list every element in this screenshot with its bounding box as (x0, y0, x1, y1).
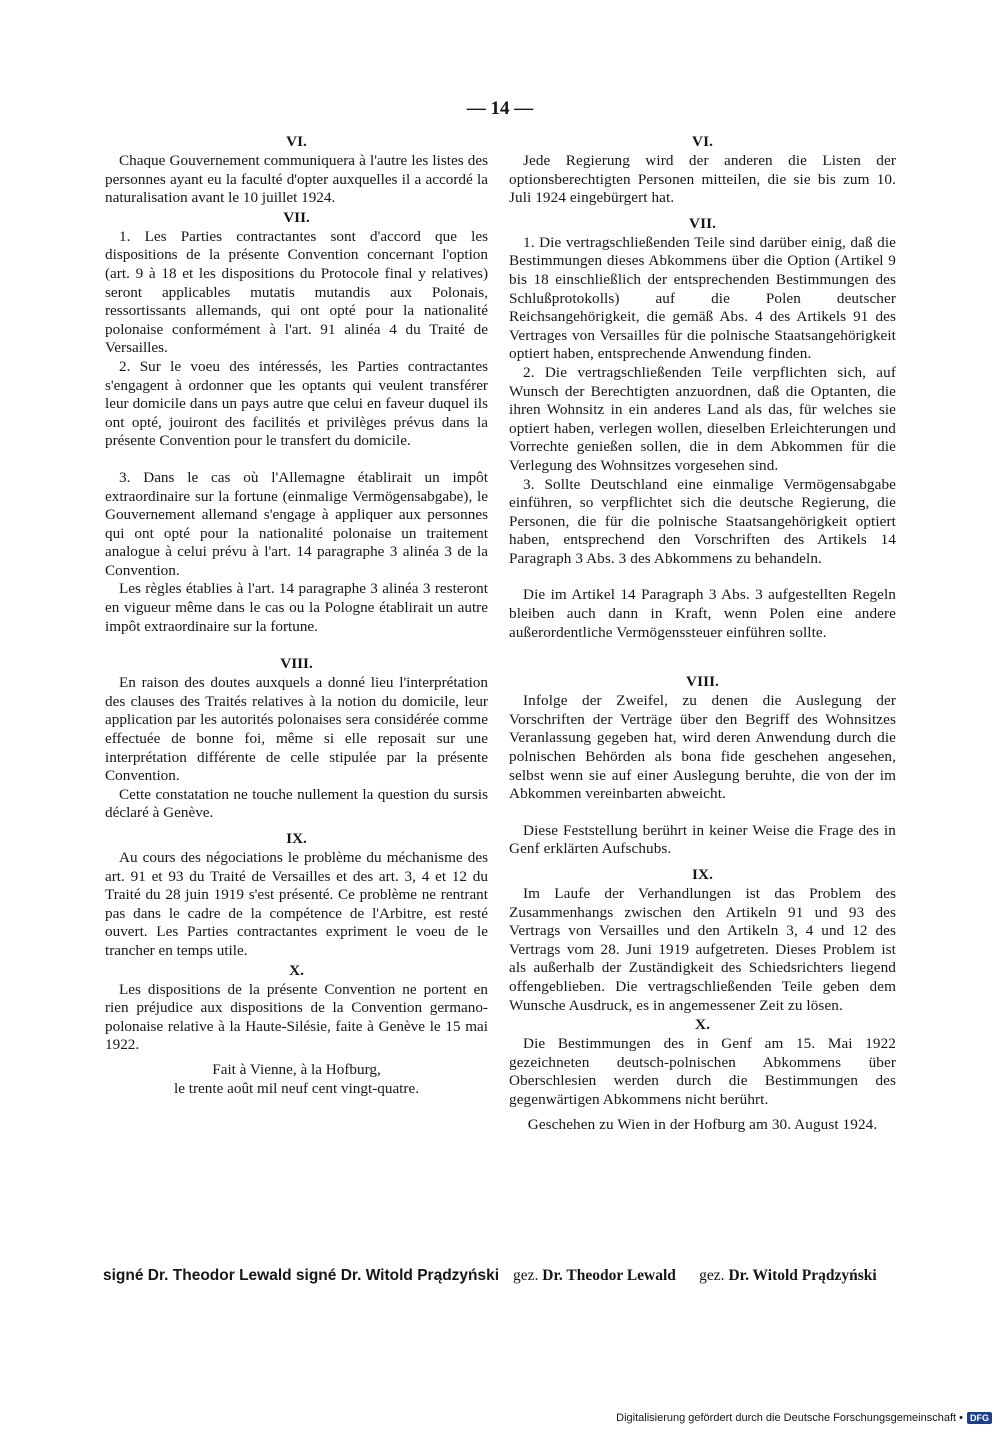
section-heading-ix-fr: IX. (286, 830, 307, 847)
section-vii-para-4-de: Die im Artikel 14 Paragraph 3 Abs. 3 aufgestellten Regeln bleiben auch dann in Kraft, wenn Polen eine andere außerordentliche Vermögenssteuer einführen sollte. (509, 586, 896, 641)
signatures-de (513, 1267, 877, 1285)
sig-prefix-1-de: gez. (513, 1267, 539, 1284)
section-vii-para-1-fr: 1. Les Parties contractantes sont d'accord que les dispositions de la présente Convention concernant l'option (art. 9 à 18 et les dispositions du Protocole final y relatives) seront applicables mutatis mutandis aux Polonais, ressortissants allemands, qui ont opté pour la nationalité polonaise conformément à l'art. 91 alinéa 4 du Traité de Versailles. (105, 227, 488, 357)
signatures-fr: signé Dr. Theodor Lewald signé Dr. Witold Prądzyński (103, 1267, 500, 1284)
section-viii-para-1-de: Infolge der Zweifel, zu denen die Auslegung der Vorschriften der Verträge über den Begriff des Wohnsitzes Veranlassung gegeben hat, wird deren Anwendung durch die polnischen Behörden als bona fide geschehen angesehen, selbst wenn sie auf einer Auslegung beruhte, die von der im Abkommen vereinbarten abweicht. (509, 692, 896, 803)
section-heading-viii-fr: VIII. (280, 655, 313, 673)
section-heading-x-de: X. (695, 1016, 710, 1034)
section-heading-viii-de: VIII. (686, 673, 719, 691)
section-heading-x-fr: X. (289, 961, 304, 979)
sig-name-1-de: Dr. Theodor Lewald (542, 1267, 676, 1284)
french-column (105, 132, 488, 1098)
section-ix-text-fr: Au cours des négociations le problème du méchanisme des art. 91 et 93 du Traité de Versailles et des art. 3, 4 et 12 du Traité du 28 juin 1919 s'est présenté. Ce problème ne rentrant pas dans le cadre de la compétence de l'Arbitre, est resté ouvert. Les Parties contractantes expriment le voeu de le trancher en temps utile. (105, 849, 488, 959)
section-viii-para-2-fr: Cette constatation ne touche nullement la question du sursis déclaré à Genève. (105, 785, 488, 822)
section-heading-vi-de: VI. (692, 133, 713, 150)
section-vii-para-3-de: 3. Sollte Deutschland eine einmalige Vermögensabgabe einführen, so verpflichtet sich die deutsche Regierung, die Personen, die für die polnische Staatsangehörigkeit optiert haben, entsprechend den Vorschriften des Artikels 14 Paragraph 3 Abs. 3 des Abkommens zu behandeln. (509, 475, 896, 567)
section-heading-ix-de: IX. (692, 866, 713, 883)
german-column (509, 132, 896, 1134)
dfg-footer (616, 1412, 992, 1424)
section-ix-text-de: Im Laufe der Verhandlungen ist das Problem des Zusammenhangs zwischen den Artikeln 91 und 93 des Vertrags von Versailles und den Artikeln 3, 4 und 12 des Vertrags vom 28. Juni 1919 aufgetreten. Dieses Problem ist als außerhalb der Zuständigkeit des Schiedsrichters liegend offengeblieben. Die vertragschließenden Teile geben dem Wunsche Ausdruck, es in angemessener Zeit zu lösen. (509, 885, 896, 1014)
section-heading-vii-de: VII. (689, 214, 716, 232)
section-vi-text-fr: Chaque Gouvernement communiquera à l'autre les listes des personnes ayant eu la faculté d'opter auxquelles il a accordé la naturalisation avant le 10 juillet 1924. (105, 152, 488, 207)
section-x-text-de: Die Bestimmungen des in Genf am 15. Mai 1922 gezeichneten deutsch-polnischen Abkommens über Oberschlesien werden durch die Bestimmungen des gegenwärtigen Abkommens nicht berührt. (509, 1035, 896, 1108)
section-vii-para-1-de: 1. Die vertragschließenden Teile sind darüber einig, daß die Bestimmungen dieses Abkommens über die Option (Artikel 9 bis 18 einschließlich der entsprechenden Bestimmungen des Schlußprotokolls) auf die Polen deutscher Reichsangehörigkeit, die gemäß Abs. 4 des Artikels 91 des Vertrages von Versailles für die polnische Staatsangehörigkeit optiert haben, entsprechende Anwendung finden. (509, 233, 896, 363)
section-x-text-fr: Les dispositions de la présente Convention ne portent en rien préjudice aux dispositions de la Convention germano-polonaise relative à la Haute-Silésie, faite à Genève le 15 mai 1922. (105, 980, 488, 1054)
section-viii-para-1-fr: En raison des doutes auxquels a donné lieu l'interprétation des clauses des Traités relatives à la notion du domicile, leur application par les autorités polonaises sera considérée comme effectuée de bonne foi, même si elle reposait sur une interprétation différente de celle stipulée par la présente Convention. (105, 674, 488, 785)
section-heading-vi-fr: VI. (286, 133, 307, 150)
dfg-logo-icon: DFG (967, 1412, 992, 1424)
section-vi-text-de: Jede Regierung wird der anderen die Listen der optionsberechtigten Personen mitteilen, die sie bis zum 10. Juli 1924 eingebürgert hat. (509, 152, 896, 207)
section-viii-para-2-de: Diese Feststellung berührt in keiner Weise die Frage des in Genf erklärten Aufschubs. (509, 821, 896, 858)
closing-de: Geschehen zu Wien in der Hofburg am 30. August 1924. (527, 1115, 878, 1133)
section-vii-para-4-fr: Les règles établies à l'art. 14 paragraphe 3 alinéa 3 resteront en vigueur même dans le cas ou la Pologne établirait un autre impôt extraordinaire sur la fortune. (105, 580, 488, 635)
section-vii-para-2-fr: 2. Sur le voeu des intéressés, les Parties contractantes s'engagent à ordonner que les optants qui veulent transférer leur domicile dans un pays autre que celui en faveur duquel ils ont opté, jouiront des facilités et privilèges prévus dans la présente Convention pour le transfert du domicile. (105, 357, 488, 450)
section-vii-para-2-de: 2. Die vertragschließenden Teile verpflichten sich, auf Wunsch der Berechtigten anzuordnen, daß die Optanten, die ihren Wohnsitz in ein anderes Land als das, für welches sie optiert haben, verlegen wollen, dieselben Erleichterungen und Vorrechte genießen sollen, die in dem Abkommen für die Verlegung des Wohnsitzes vorgesehen sind. (509, 363, 896, 474)
section-vii-para-3-fr: 3. Dans le cas où l'Allemagne établirait un impôt extraordinaire sur la fortune (einmalige Vermögensabgabe), le Gouvernement allemand s'engage à appliquer aux personnes qui ont opté pour la nationalité polonaise un traitement analogue à celui prévu à l'art. 14 paragraphe 3 alinéa 3 de la Convention. (105, 468, 488, 579)
sig-prefix-2-de: gez. (699, 1267, 725, 1284)
page-number: — 14 — (466, 98, 534, 119)
section-heading-vii-fr: VII. (283, 208, 310, 226)
closing-date-fr: le trente août mil neuf cent vingt-quatre. (173, 1079, 420, 1097)
sig-name-2-de: Dr. Witold Prądzyński (728, 1267, 877, 1284)
closing-place-fr: Fait à Vienne, à la Hofburg, (212, 1060, 381, 1078)
footer-text: Digitalisierung gefördert durch die Deutsche Forschungsgemeinschaft • (616, 1412, 963, 1424)
